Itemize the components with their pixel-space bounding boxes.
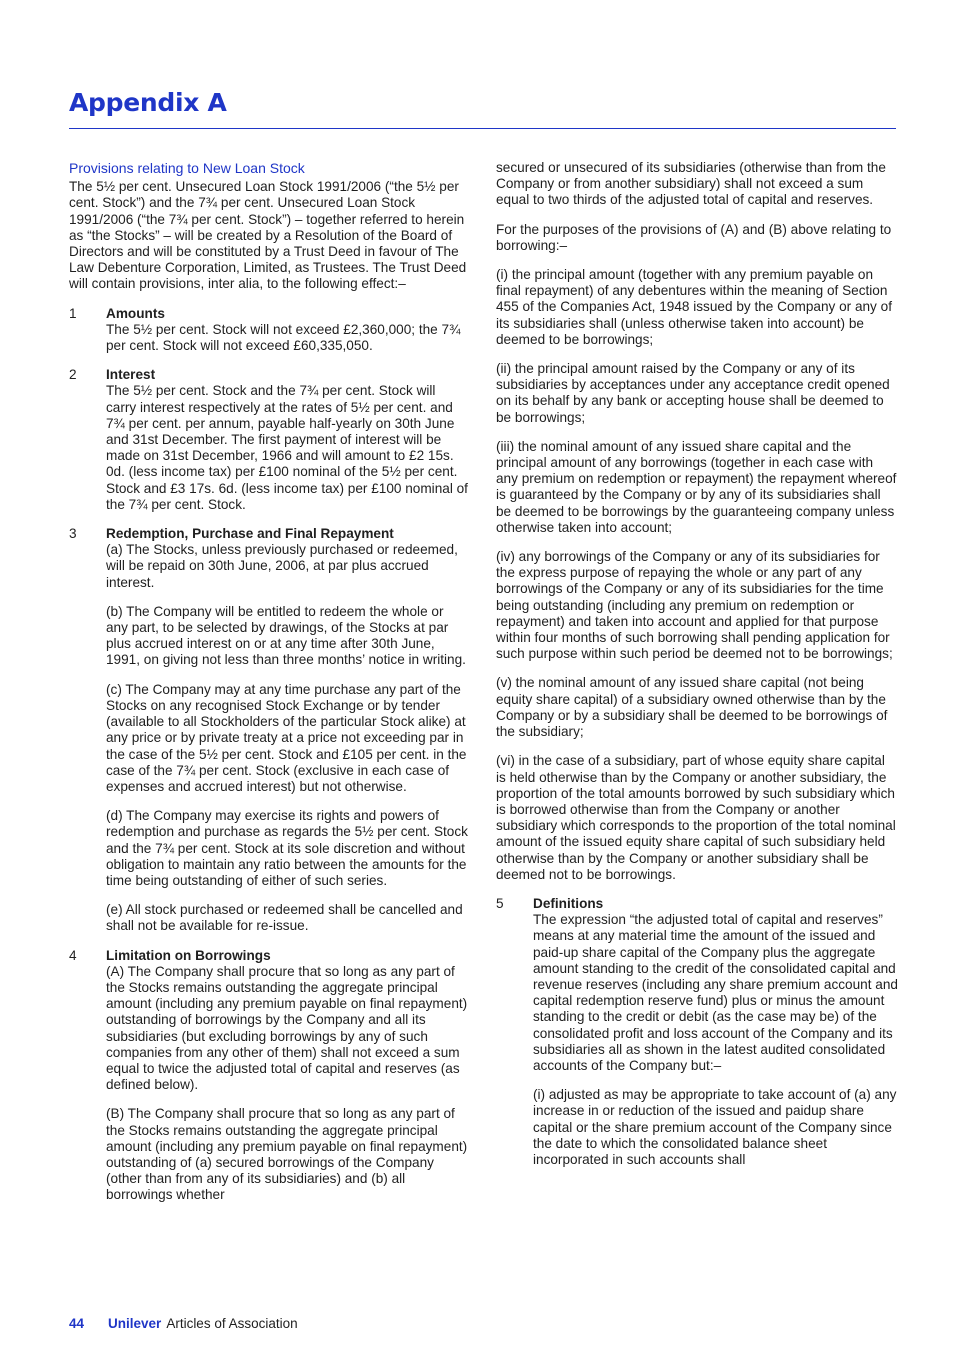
section-title: Amounts xyxy=(106,305,165,321)
section-paragraph: The 5½ per cent. Stock will not exceed £2,360,000; the 7¾ per cent. Stock will not exceed £60,335,050. xyxy=(106,321,461,354)
continuation-paragraph: secured or unsecured of its subsidiaries (otherwise than from the Company or from another subsidiary) shall not exceed a sum equal to two thirds of the adjusted total of capital and reserves. xyxy=(496,160,886,208)
section-paragraph: (a) The Stocks, unless previously purchased or redeemed, will be repaid on 30th June, 2006, at par plus accrued interest. xyxy=(106,542,458,590)
continuation-paragraph: (i) the principal amount (together with any premium payable on final repayment) of any debentures within the meaning of Section 455 of the Companies Act, 1948 issued by the Company or any of its subsidiaries shall (unless otherwise taken into account) be deemed to be borrowings; xyxy=(496,267,892,347)
left-column xyxy=(69,160,469,1217)
section-title: Redemption, Purchase and Final Repayment xyxy=(106,526,394,542)
section-paragraph: The expression “the adjusted total of capital and reserves” means at any material time the amount of the issued and paid-up share capital of the Company plus the aggregate amount standing to the credit of the consolidated capital and revenue reserves (including any share premium account and capital redemption reserve fund) plus or minus the amount standing to the credit or debit (as the case may be) of the consolidated profit and loss account of the Company and its subsidiaries all as shown in the latest audited consolidated accounts of the Company but:– xyxy=(533,912,898,1073)
section-number: 3 xyxy=(69,526,77,542)
section-definitions xyxy=(496,896,898,1168)
section-paragraph: (B) The Company shall procure that so long as any part of the Stocks remains outstanding the aggregate principal amount (including any premium payable on final repayment) outstanding of (a) secured borrowings of the Company (other than from any of its subsidiaries) and (b) all borrowings whether xyxy=(106,1106,468,1203)
section-paragraph: (c) The Company may at any time purchase any part of the Stocks on any recognised Stock Exchange or by tender (available to all Stockholders of the particular Stock alike) at any price or by private treaty at a price not exceeding par in the case of the 5½ per cent. Stock and £105 per cent. in the case of the 7¾ per cent. Stock (exclusive in each case of expenses and accrued interest) but not otherwise. xyxy=(106,681,467,794)
continuation-paragraph: (vi) in the case of a subsidiary, part of whose equity share capital is held otherwise than by the Company or another subsidiary, the proportion of the total amounts borrowed by such subsidiary which is borrowed otherwise than from the Company or another subsidiary which corresponds to the proportion of the total nominal amount of the issued equity share capital of such subsidiary held otherwise than by the Company or another subsidiary shall be deemed not to be borrowings. xyxy=(496,753,896,882)
document-title: Articles of Association xyxy=(166,1316,298,1331)
continuation-paragraph: (ii) the principal amount raised by the Company or any of its subsidiaries by acceptances under any acceptance credit opened on its behalf by any bank or accepting house shall be deemed to be borrowings; xyxy=(496,361,890,425)
section-number: 4 xyxy=(69,947,77,963)
section-title: Interest xyxy=(106,367,156,383)
right-column xyxy=(496,160,898,1181)
section-amounts xyxy=(69,306,469,355)
section-paragraph: (A) The Company shall procure that so long as any part of the Stocks remains outstanding the aggregate principal amount (including any premium payable on final repayment) outstanding of borrowings by the Company and all its subsidiaries (but excluding borrowings by any of such companies from any other of them) shall not exceed a sum equal to twice the adjusted total of capital and reserves (as defined below). xyxy=(106,963,468,1093)
page-footer xyxy=(69,1316,298,1331)
page-title: Appendix A xyxy=(69,88,227,117)
section-title: Definitions xyxy=(533,895,604,911)
section-paragraph: (i) adjusted as may be appropriate to take account of (a) any increase in or reduction of the issued and paidup share capital or the share premium account of the Company since the date to which the consolidated balance sheet incorporated in such accounts shall xyxy=(533,1087,897,1167)
section-paragraph: (d) The Company may exercise its rights and powers of redemption and purchase as regards the 5½ per cent. Stock and the 7¾ per cent. Stock at its sole discretion and without obligation to maintain any ratio between the amounts for the time being outstanding of either of such series. xyxy=(106,808,468,888)
section-heading: Provisions relating to New Loan Stock xyxy=(69,160,305,176)
section-title: Limitation on Borrowings xyxy=(106,947,271,963)
section-paragraph: (e) All stock purchased or redeemed shall be cancelled and shall not be available for re-issue. xyxy=(106,902,463,934)
section-paragraph: The 5½ per cent. Stock and the 7¾ per cent. Stock will carry interest respectively at the rates of 5½ per cent. and 7¾ per cent. per annum, payable half-yearly on 30th June and 31st December. The first payment of interest will be made on 31st December, 1966 and will amount to £2 15s. 0d. (less income tax) per £100 nominal of the 5½ per cent. Stock and £3 17s. 6d. (less income tax) per £100 nominal of the 7¾ per cent. Stock. xyxy=(106,383,468,512)
intro-paragraph: The 5½ per cent. Unsecured Loan Stock 1991/2006 (“the 5½ per cent. Stock”) and the 7¾ per cent. Unsecured Loan Stock 1991/2006 (“the 7¾ per cent. Stock”) – together referred to herein as “the Stocks” – will be created by a Resolution of the Board of Directors and will be constituted by a Trust Deed in favour of The Law Debenture Corporation, Limited, as Trustees. The Trust Deed will contain provisions, inter alia, to the following effect:– xyxy=(69,179,467,292)
continuation-paragraph: (iv) any borrowings of the Company or any of its subsidiaries for the express purpose of repaying the whole or any part of any borrowings of the Company or any of its subsidiaries for the time being outstanding (including any premium on redemption or repayment) and taken into account and applied for that purpose within four months of such borrowing shall pending application for such purpose within such period be deemed not to be borrowings; xyxy=(496,549,893,662)
section-paragraph: (b) The Company will be entitled to redeem the whole or any part, to be selected by drawings, of the Stocks at par plus accrued interest on or at any time after 30th June, 1991, on giving not less than three months’ notice in writing. xyxy=(106,603,466,668)
page-number: 44 xyxy=(69,1316,85,1331)
section-number: 1 xyxy=(69,305,77,321)
section-interest xyxy=(69,367,469,513)
section-redemption xyxy=(69,526,469,934)
continuation-paragraph: For the purposes of the provisions of (A) and (B) above relating to borrowing:– xyxy=(496,221,892,253)
section-borrowings xyxy=(69,948,469,1204)
title-divider xyxy=(69,128,896,129)
continuation-paragraph: (iii) the nominal amount of any issued share capital and the principal amount of any borrowings (together in each case with any premium on redemption or repayment) the repayment whereof is guaranteed by the Company or by any of its subsidiaries shall be deemed to be borrowings by the guaranteeing company unless otherwise taken into account; xyxy=(496,438,897,535)
brand-name: Unilever xyxy=(108,1316,162,1331)
section-number: 5 xyxy=(496,895,504,911)
section-number: 2 xyxy=(69,367,77,383)
continuation-paragraph: (v) the nominal amount of any issued share capital (not being equity share capital) of a subsidiary owned otherwise than by the Company or by a subsidiary shall be deemed to be borrowings of the subsidiary; xyxy=(496,675,888,740)
